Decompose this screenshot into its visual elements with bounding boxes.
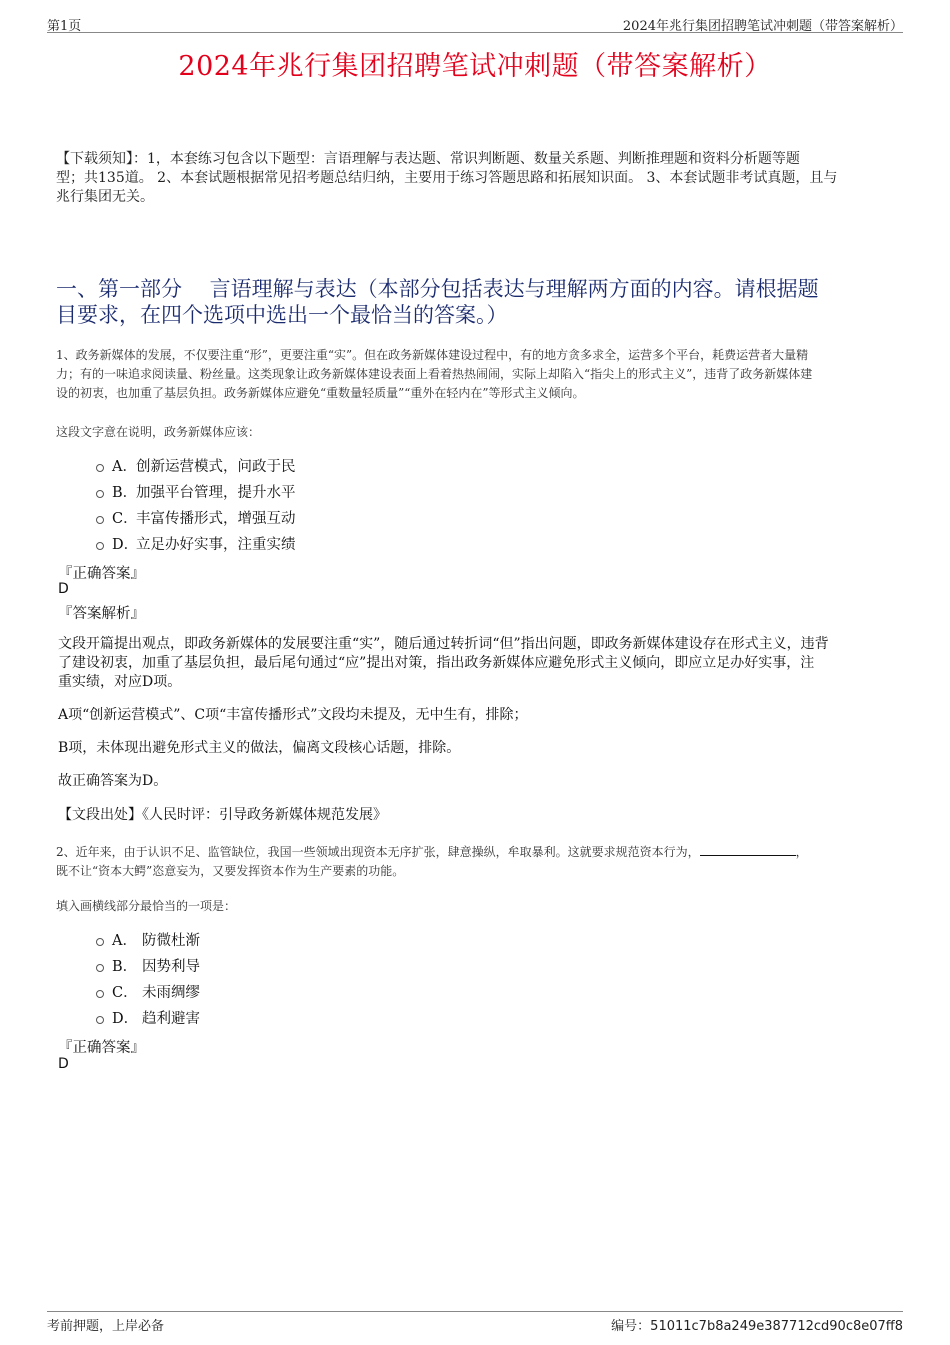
- option-d[interactable]: [96, 530, 296, 556]
- option-text: 因势利导: [142, 958, 200, 975]
- analysis-paragraph: 故正确答案为D。: [58, 773, 168, 789]
- option-d[interactable]: [96, 1004, 200, 1030]
- option-b[interactable]: [96, 952, 200, 978]
- stem-line: 既不让“资本大鳄”恣意妄为，又要发挥资本作为生产要素的功能。: [56, 864, 405, 878]
- radio-icon[interactable]: [96, 938, 104, 946]
- option-c[interactable]: [96, 978, 200, 1004]
- analysis-label: 『答案解析』: [58, 606, 145, 622]
- option-key: C．: [112, 984, 138, 1001]
- page-number: 第1页: [47, 19, 82, 34]
- question-2-stem: [56, 843, 901, 881]
- option-key: D．: [112, 1010, 139, 1027]
- option-c[interactable]: [96, 504, 296, 530]
- question-1-options: [96, 452, 296, 556]
- option-key: C．: [112, 510, 138, 527]
- option-text: 未雨绸缪: [142, 984, 200, 1001]
- analysis-line: 重实绩，对应D项。: [58, 674, 182, 690]
- stem-line: [56, 843, 901, 862]
- analysis-paragraph: [58, 635, 888, 692]
- analysis-line: 了建设初衷，加重了基层负担，最后尾句通过“应”提出对策，指出政务新媒体应避免形式主义倾向，即应立足办好实事，注: [58, 655, 815, 671]
- option-text: 立足办好实事，注重实绩: [136, 536, 296, 553]
- option-a[interactable]: [96, 926, 200, 952]
- question-2-options: [96, 926, 200, 1030]
- section-heading-line: 目要求，在四个选项中选出一个最恰当的答案。）: [56, 303, 508, 327]
- page-header: [47, 14, 903, 33]
- notice-line: 兆行集团无关。: [56, 189, 154, 205]
- stem-line: 设的初衷，也加重了基层负担。政务新媒体应避免“重数量轻质量”“重外在轻内在”等形式主义倾向。: [56, 386, 585, 400]
- analysis-paragraph: A项“创新运营模式”、C项“丰富传播形式”文段均未提及，无中生有，排除；: [58, 707, 528, 723]
- answer-label: 『正确答案』: [58, 566, 145, 582]
- analysis-paragraph: B项，未体现出避免形式主义的做法，偏离文段核心话题，排除。: [58, 740, 461, 756]
- option-text: 丰富传播形式，增强互动: [136, 510, 296, 527]
- stem-line: 力；有的一味追求阅读量、粉丝量。这类现象让政务新媒体建设表面上看着热热闹闹，实际上却陷入“指尖上的形式主义”，违背了政务新媒体建: [56, 367, 813, 381]
- section-heading: [56, 276, 896, 328]
- document-title: 2024年兆行集团招聘笔试冲刺题（带答案解析）: [178, 51, 772, 82]
- radio-icon[interactable]: [96, 990, 104, 998]
- radio-icon[interactable]: [96, 490, 104, 498]
- stem-text: ，: [795, 845, 808, 859]
- footer-slogan: 考前押题，上岸必备: [47, 1319, 165, 1334]
- correct-answer: D: [58, 1056, 69, 1072]
- question-1-stem: [56, 346, 901, 403]
- radio-icon[interactable]: [96, 1016, 104, 1024]
- correct-answer: D: [58, 581, 69, 597]
- radio-icon[interactable]: [96, 964, 104, 972]
- header-doc-title: 2024年兆行集团招聘笔试冲刺题（带答案解析）: [622, 19, 903, 34]
- answer-label: 『正确答案』: [58, 1040, 145, 1056]
- option-a[interactable]: [96, 452, 296, 478]
- stem-line: 1、政务新媒体的发展，不仅要注重“形”，更要注重“实”。但在政务新媒体建设过程中，有的地方贪多求全，运营多个平台，耗费运营者大量精: [56, 348, 809, 362]
- option-key: B．: [112, 958, 138, 975]
- analysis-source: 【文段出处】《人民时评：引导政务新媒体规范发展》: [58, 807, 387, 823]
- question-1-prompt: 这段文字意在说明，政务新媒体应该：: [56, 425, 261, 439]
- notice-line: 型；共135道。 2、本套试题根据常见招考题总结归纳，主要用于练习答题思路和拓展知识面。 3、本套试题非考试真题，且与: [56, 170, 838, 186]
- option-text: 加强平台管理，提升水平: [136, 484, 296, 501]
- option-text: 防微杜渐: [142, 932, 200, 949]
- option-text: 趋利避害: [142, 1010, 200, 1027]
- footer-code-label: 编号：: [611, 1319, 651, 1334]
- download-notice: [56, 150, 901, 207]
- option-key: A．: [112, 458, 137, 475]
- radio-icon[interactable]: [96, 516, 104, 524]
- section-heading-line: 一、第一部分 言语理解与表达（本部分包括表达与理解两方面的内容。请根据题: [56, 277, 819, 301]
- option-key: D．: [112, 536, 139, 553]
- option-b[interactable]: [96, 478, 296, 504]
- notice-line: 【下载须知】：1，本套练习包含以下题型：言语理解与表达题、常识判断题、数量关系题、判断推理题和资料分析题等题: [56, 151, 800, 167]
- fill-blank: [700, 843, 796, 856]
- option-key: A．: [112, 932, 137, 949]
- analysis-line: 文段开篇提出观点，即政务新媒体的发展要注重“实”，随后通过转折词“但”指出问题，即政务新媒体建设存在形式主义，违背: [58, 636, 829, 652]
- option-key: B．: [112, 484, 138, 501]
- page-footer: [47, 1311, 903, 1332]
- stem-text: 2、近年来，由于认识不足、监管缺位，我国一些领域出现资本无序扩张，肆意操纵，牟取暴利。这就要求规范资本行为，: [56, 845, 700, 859]
- question-2-prompt: 填入画横线部分最恰当的一项是：: [56, 899, 237, 913]
- footer-code-group: [611, 1315, 903, 1334]
- option-text: 创新运营模式，问政于民: [136, 458, 296, 475]
- footer-code: 51011c7b8a249e387712cd90c8e07ff8: [650, 1319, 903, 1334]
- radio-icon[interactable]: [96, 542, 104, 550]
- radio-icon[interactable]: [96, 464, 104, 472]
